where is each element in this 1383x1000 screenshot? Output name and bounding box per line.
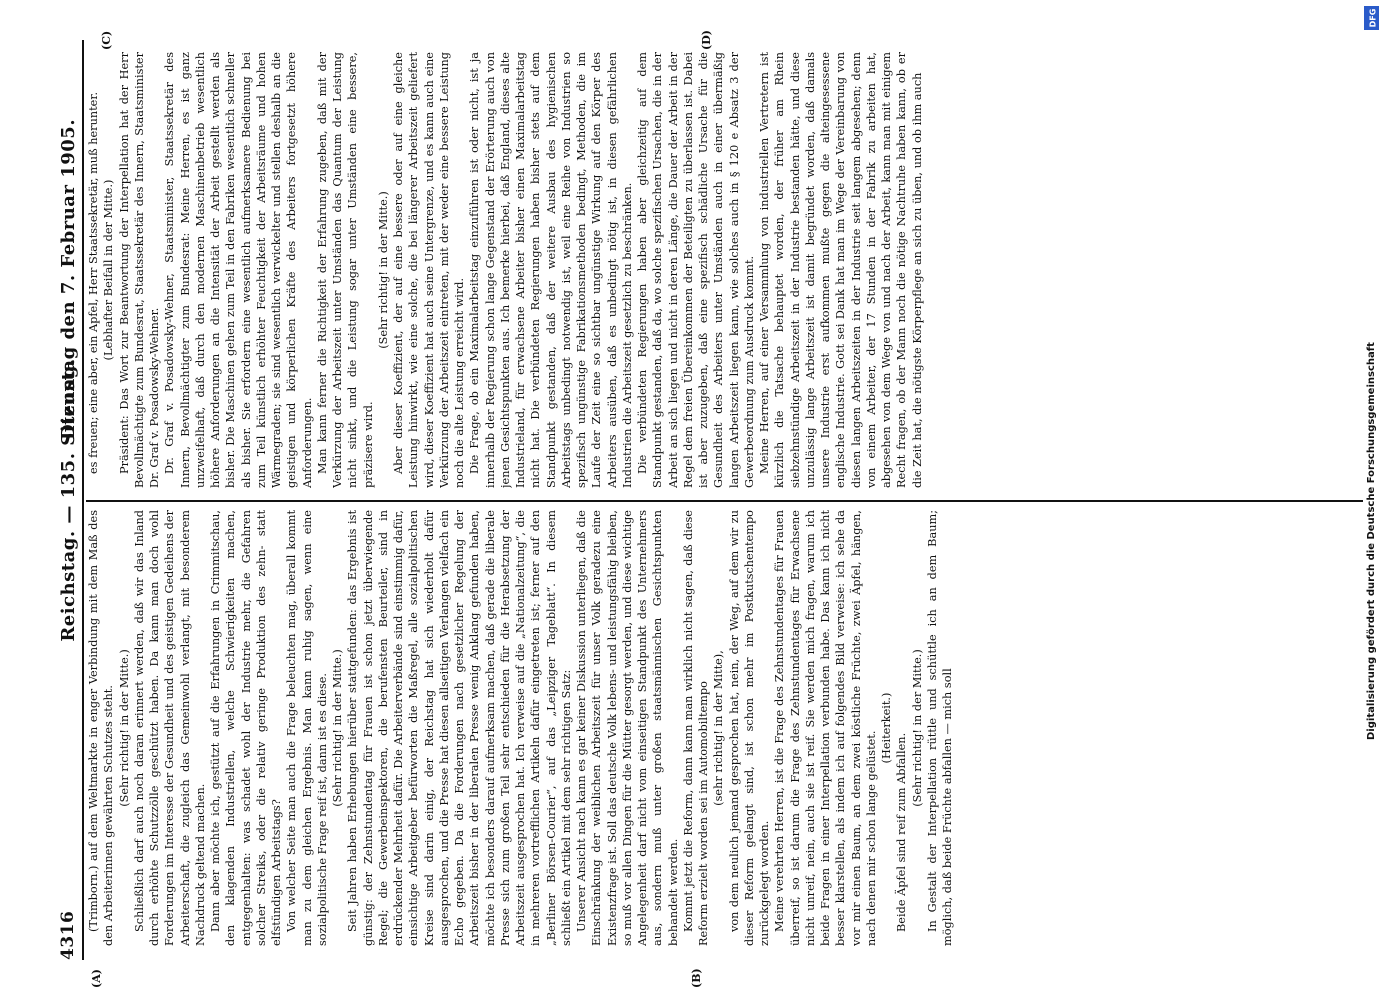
left-text-column [86, 510, 1361, 946]
column-divider [86, 500, 1363, 502]
paragraph: es freuen; eine aber, ein Apfel, Herr Staatssekretär, muß herunter. [87, 91, 100, 474]
paragraph: Dr. Graf v. Posadowsky-Wehner, Staatsminister, Staatssekretär des Innern, Bevollmächtigter zum Bundesrat: Meine Herren, es ist ganz unzweifelhaft, daß durch den modernen Maschinenbetrieb wesentlich höhere Anforderungen an die Intensität der Arbeit gestellt werden als bisher. Die Maschinen gehen zum Teil in den Fabriken wesentlich schneller als bisher. Sie erfordern eine wesentlich aufmerksamere Bedienung bei zum Teil künstlich erhöhter Feuchtigkeit der Arbeitsräume und hohen Wärmegraden; sie sind wesentlich verwickelter und stellen deshalb an die geistigen und körperlichen Kräfte des Arbeiters fortgesetzt höhere Anforderungen. [163, 52, 314, 488]
paragraph: (Sehr richtig! in der Mitte.) [117, 649, 131, 807]
paragraph: Die verbündeten Regierungen haben aber gleichzeitig auf dem Standpunkt gestanden, daß da, wo solche spezifischen Ursachen, die in der Arbeit an sich liegen und nicht in deren Länge, die Dauer der Arbeit in der Regel dem freien Übereinkommen der Beteiligten zu überlassen ist. Dabei ist aber zuzugeben, daß eine spezifisch schädliche Ursache für die Gesundheit des Arbeiters unter Umständen auch in einer übermäßig langen Arbeitszeit liegen kann, wie solches auch in § 120 e Absatz 3 der Gewerbeordnung zum Ausdruck kommt. [636, 52, 756, 488]
paragraph: Kommt jetzt die Reform, dann kann man wirklich nicht sagen, daß diese Reform erzielt worden sei im Automobiltempo [681, 510, 710, 946]
paragraph: (Sehr richtig! in der Mitte.) [910, 649, 924, 807]
paragraph: (Sehr richtig! in der Mitte.) [331, 649, 344, 807]
paragraph: Dann aber möchte ich, gestützt auf die Erfahrungen in Crimmitschau, den klagenden Industriellen, welche Schwierigkeiten machen, entgegenhalten: was schadet wohl der Industrie mehr, die Gefahren solcher Streiks, oder die relativ geringe Produktion des zehn- statt elfstündigen Arbeitstags? [209, 510, 283, 946]
paragraph: Beide Äpfel sind reif zum Abfallen. [895, 732, 909, 932]
paragraph: In Gestalt der Interpellation rüttle und schüttle ich an dem Baum; möglich, daß beide Früchte abfallen — mich soll [925, 510, 954, 946]
margin-marker-a: (A) [90, 969, 103, 988]
paragraph: von dem neulich jemand gesprochen hat, nein, der Weg, auf dem wir zu dieser Reform gelangt sind, ist schon mehr im Postkutschentempo zurückgelegt worden. [727, 510, 771, 946]
paragraph: (sehr richtig! in der Mitte), [712, 650, 726, 806]
paragraph: Präsident: Das Wort zur Beantwortung der Interpellation hat der Herr Bevollmächtigte zum Bundesrat, Staatssekretär des Innern, Staatsminister Dr. Graf v. Posadowsky-Wehner. [117, 52, 161, 488]
margin-marker-d: (D) [700, 30, 713, 50]
margin-marker-b: (B) [690, 968, 703, 988]
paragraph: (Heiterkeit.) [880, 692, 893, 764]
dfg-logo: DFG [1364, 6, 1379, 30]
paragraph: Unserer Ansicht nach kann es gar keiner Diskussion unterliegen, daß die Einschränkung der weiblichen Arbeitszeit für unser Volk geradezu eine Existenzfrage ist. Soll das deutsche Volk lebens- und leistungsfähig bleiben, so muß vor allen Dingen für die Mütter gesorgt werden, und diese wichtige Angelegenheit darf nicht vom einseitigen Standpunkt des Unternehmers aus, sondern muß unter großen staatsmännischen Gesichtspunkten behandelt werden. [575, 510, 680, 946]
paragraph: (Trimborn.) auf dem Weltmarkte in enger Verbindung mit dem Maß des den Arbeiterinnen gewährten Schutzes steht. [87, 510, 116, 946]
margin-marker-c: (C) [100, 30, 113, 50]
paragraph: Schließlich darf auch noch daran erinnert werden, daß wir das Inland durch erhöhte Schutzzölle geschützt haben. Da kann man doch wohl Forderungen im Interesse der Gesundheit und des geistigen Gedeihens der Arbeiterschaft, die zugleich das Gemeinwohl verlangt, mit besonderem Nachdruck geltend machen. [132, 510, 207, 946]
page-number: 4316 [58, 910, 78, 960]
paragraph: Von welcher Seite man auch die Frage beleuchten mag, überall kommt man zu dem gleichen Ergebnis. Man kann ruhig sagen, wenn eine sozialpolitische Frage reif ist, dann ist es diese. [285, 510, 329, 946]
header-rule [82, 40, 84, 960]
paragraph: (Sehr richtig! in der Mitte.) [376, 191, 390, 349]
right-text-column [86, 52, 1361, 488]
page-title: Reichstag. — 135. Sitzung. [58, 358, 79, 642]
paragraph: Seit Jahren haben Erhebungen hierüber stattgefunden: das Ergebnis ist günstig: der Zehnstundentag für Frauen ist schon jetzt überwiegende Regel; die Gewerbeinspektoren, die berufensten Beurteiler, sind in erdrückender Mehrheit dafür. Die Arbeiterverbände sind einstimmig dafür, einsichtige Arbeitgeber befürworten die Maßregel, alle sozialpolitischen Kreise sind darin einig, der Reichstag hat sich wiederholt dafür ausgesprochen, und die Presse hat diesen allseitigen Verlangen vielfach ein Echo gegeben. Da die Forderungen nach gesetzlicher Regelung der Arbeitszeit bisher in der liberalen Presse wenig Anklang gefunden haben, möchte ich besonders darauf aufmerksam machen, daß gerade die liberale Presse sich zum großen Teil sehr entschieden für die Herabsetzung der Arbeitszeit ausgesprochen hat. Ich verweise auf die „Nationalzeitung“, die in mehreren vortrefflichen Artikeln dafür eingetreten ist; ferner auf den „Berliner Börsen-Courier“, auf das „Leipziger Tageblatt“. In diesem schließt ein Artikel mit dem sehr richtigen Satz: [346, 510, 573, 946]
paragraph: Aber dieser Koeffizient, der auf eine bessere oder auf eine gleiche Leistung hinwirkt, wie eine solche, die bei längerer Arbeitszeit geliefert wird, dieser Koeffizient hat auch seine Untergrenze, und es kann auch eine Verkürzung der Arbeitszeit eintreten, mit der weder eine bessere Leistung noch die alte Leistung erreicht wird. [392, 52, 466, 488]
paragraph: (Lebhafter Beifall in der Mitte.) [102, 179, 116, 361]
digitization-note: Digitalisierung gefördert durch die Deutsche Forschungsgemeinschaft [1366, 342, 1377, 740]
paragraph: Die Frage, ob ein Maximalarbeitstag einzuführen ist oder nicht, ist ja innerhalb der Regierung schon lange Gegenstand der Erörterung auch von jenen Gesichtspunkten aus. Ich bemerke hierbei, daß England, dieses alte Industrieland, für erwachsene Arbeiter bisher einen Maximalarbeitstag nicht hat. Die verbündeten Regierungen haben bisher stets auf dem Standpunkt gestanden, daß der weitere Ausbau des hygienischen Arbeitstags unbedingt notwendig ist, weil eine Reihe von Industrien so spezifisch ungünstige Fabrikationsmethoden bedingt, Methoden, die im Laufe der Zeit eine so sichtbar ungünstige Wirkung auf den Körper des Arbeiters ausüben, daß es unbedingt nötig ist, in diesen gefährlichen Industrien die Arbeitszeit gesetzlich zu beschränken. [468, 52, 634, 488]
paragraph: Meine Herren, auf einer Versammlung von industriellen Vertretern ist kürzlich die Tatsache behauptet worden, der früher am Rhein siebzehnstündige Arbeitszeit in der Industrie bestanden hätte, und diese unzulässig lange Arbeitszeit ist damit begründet worden, daß damals unsere Industrie erst aufkommen mußte gegen die alteingesessene englische Industrie. Gott sei Dank hat man im Wege der Vereinbarung von diesen langen Arbeitszeiten in der Industrie seit langem abgesehen; denn von einem Arbeiter, der 17 Stunden in der Fabrik zu arbeiten hat, abgesehen von dem Wege von und nach der Arbeit, kann man mit einigem Recht fragen, ob der Mann noch die nötige Nachtruhe haben kann, ob er die Zeit hat, die nötigste Körperpflege an sich zu üben, und ob ihm auch [758, 52, 924, 488]
paragraph: Man kann ferner die Richtigkeit der Erfahrung zugeben, daß mit der Verkürzung der Arbeitszeit unter Umständen das Quantum der Leistung nicht sinkt, und die Leistung sogar unter Umständen eine bessere, präzisere wird. [315, 52, 375, 488]
paragraph: Meine verehrten Herren, ist die Frage des Zehnstundentages für Frauen überreif, so ist darum die Frage des Zehnstundentages für Erwachsene nicht unreif, nein, auch sie ist reif. Sie werden mich fragen, warum ich beide Fragen in einer Interpellation verbunden habe. Das kann ich nicht besser klarstellen, als indem ich auf folgendes Bild verweise: ich sehe da vor mir einen Baum, an dem zwei köstliche Früchte, zwei Äpfel, hängen, nach denen mir schon lange gelüstet. [773, 510, 878, 946]
session-date: Dienstag den 7. Februar 1905. [58, 118, 79, 440]
